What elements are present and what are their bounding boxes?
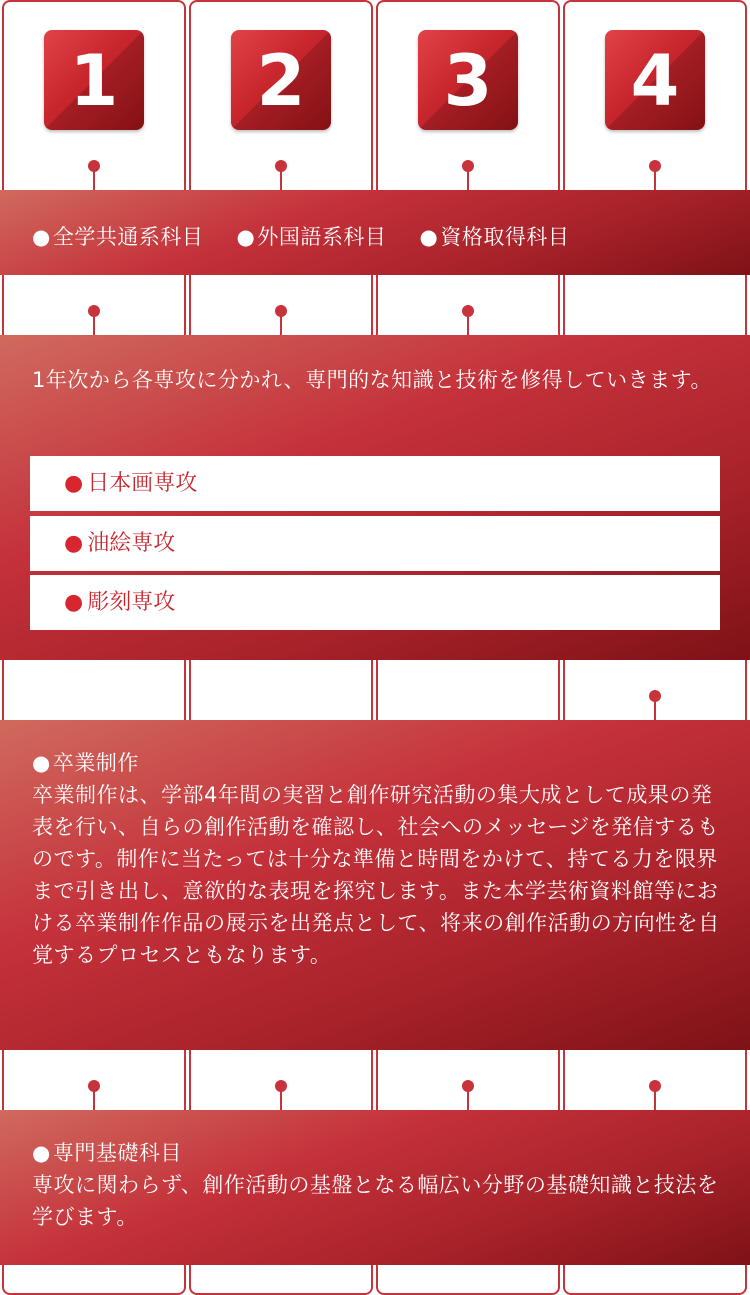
foundation-subjects-text: 専攻に関わらず、創作活動の基盤となる幅広い分野の基礎知識と技法を学びます。 — [32, 1173, 719, 1229]
major-label: ● 彫刻専攻 — [64, 590, 175, 615]
graduation-work-text: 卒業制作は、学部4年間の実習と創作研究活動の集大成として成果の発表を行い、自らの創作活動を確認し、社会へのメッセージを発信するものです。制作に当たっては十分な準備と時間をかけて、持てる力を限界まで引き出し、意欲的な表現を探究します。また本学芸術資料館等における卒業制作作品の展示を出発点として、将来の創作活動の方向性を自覚するプロセスともなります。 — [32, 783, 720, 967]
connector-pin — [654, 166, 656, 191]
graduation-work-heading: ● 卒業制作 — [32, 747, 722, 779]
year-badge-2 — [231, 30, 331, 130]
major-label: ● 油絵専攻 — [64, 531, 175, 556]
connector-pin — [280, 311, 282, 336]
subject-item: ● 外国語系科目 — [237, 225, 387, 249]
subject-item: ● 資格取得科目 — [420, 225, 570, 249]
foundation-subjects-heading: ● 専門基礎科目 — [32, 1137, 722, 1169]
major-item-nihonga — [30, 456, 720, 511]
connector-pin — [467, 311, 469, 336]
major-item-oil-painting — [30, 516, 720, 571]
svg-text:1: 1 — [69, 40, 119, 122]
connector-pin — [654, 696, 656, 721]
year-badge-4 — [605, 30, 705, 130]
major-item-sculpture — [30, 575, 720, 630]
year-number-2-icon — [231, 30, 331, 130]
connector-pin — [280, 166, 282, 191]
connector-pin — [93, 1086, 95, 1111]
year-number-1-icon — [44, 30, 144, 130]
connector-pin — [93, 166, 95, 191]
year-number-3-icon — [418, 30, 518, 130]
foundation-subjects-block — [32, 1137, 722, 1233]
connector-pin — [280, 1086, 282, 1111]
connector-pin — [93, 311, 95, 336]
band-common-subjects — [0, 190, 750, 275]
connector-pin — [467, 1086, 469, 1111]
connector-pin — [467, 166, 469, 191]
majors-description: 1年次から各専攻に分かれ、専門的な知識と技術を修得していきます。 — [32, 368, 712, 392]
svg-text:3: 3 — [443, 40, 493, 122]
subject-item: ● 全学共通系科目 — [32, 225, 203, 249]
svg-text:4: 4 — [630, 40, 680, 122]
band-majors — [0, 335, 750, 660]
major-label: ● 日本画専攻 — [64, 471, 197, 496]
svg-text:2: 2 — [256, 40, 306, 122]
year-number-4-icon — [605, 30, 705, 130]
common-subjects-list — [32, 221, 595, 251]
year-badge-3 — [418, 30, 518, 130]
year-badge-1 — [44, 30, 144, 130]
band-graduation-work — [0, 720, 750, 1050]
graduation-work-block — [32, 747, 722, 971]
band-foundation-subjects — [0, 1110, 750, 1265]
connector-pin — [654, 1086, 656, 1111]
